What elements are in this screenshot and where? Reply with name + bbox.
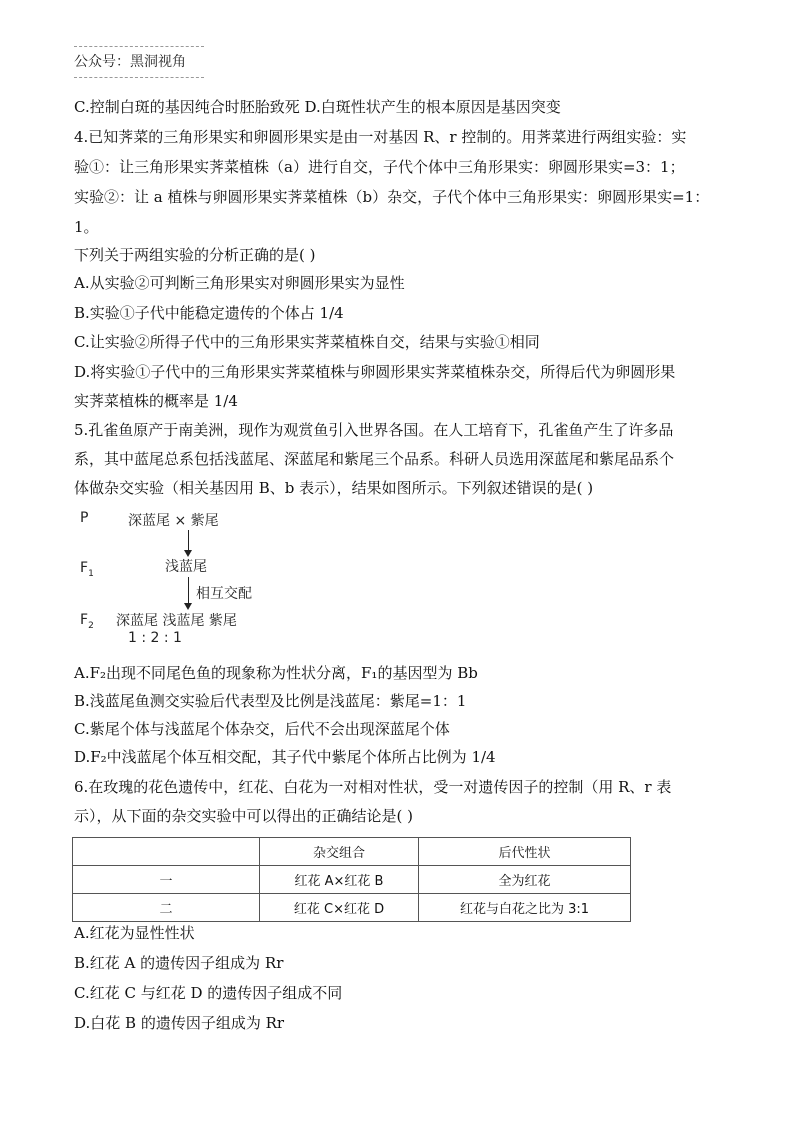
- option-a: A.F₂出现不同尾色鱼的现象称为性状分离，F₁的基因型为 Bb: [74, 664, 478, 682]
- generation-f2-label: $F_2$: [80, 612, 94, 631]
- table-header-cell: [73, 838, 260, 866]
- text-line: 5.孔雀鱼原产于南美洲，现作为观赏鱼引入世界各国。在人工培育下，孔雀鱼产生了许多品: [74, 421, 674, 439]
- text-line: 实验②：让 a 植株与卵圆形果实荠菜植株（b）杂交，子代个体中三角形果实：卵圆形果实=1：: [74, 188, 710, 206]
- generation-p-label: P: [80, 510, 89, 526]
- table-cell: 一: [73, 866, 260, 894]
- table-header-cell: 后代性状: [419, 838, 631, 866]
- cross-table: [72, 837, 631, 922]
- table-row: [73, 866, 631, 894]
- f1-phenotype: 浅蓝尾: [165, 559, 207, 575]
- generation-f1-label: $F_1$: [80, 560, 94, 579]
- text-line: 体做杂交实验（相关基因用 B、b 表示），结果如图所示。下列叙述错误的是( ): [74, 479, 594, 497]
- arrow-head-icon: [184, 603, 192, 610]
- text-line: C.控制白斑的基因纯合时胚胎致死 D.白斑性状产生的根本原因是基因突变: [74, 98, 561, 116]
- text-line: 6.在玫瑰的花色遗传中，红花、白花为一对相对性状，受一对遗传因子的控制（用 R、r 表: [74, 778, 672, 796]
- f1-note: 相互交配: [196, 586, 252, 602]
- table-cell: 红花 C×红花 D: [260, 894, 419, 922]
- f2-ratio: 1 : 2 : 1: [128, 630, 182, 646]
- text-line: 示），从下面的杂交实验中可以得出的正确结论是( ): [74, 807, 413, 825]
- option-a: A.红花为显性性状: [74, 924, 195, 942]
- table-cell: 红花 A×红花 B: [260, 866, 419, 894]
- arrow-line: [188, 530, 189, 552]
- table-cell: 全为红花: [419, 866, 631, 894]
- f2-phenotypes: 深蓝尾 浅蓝尾 紫尾: [116, 613, 237, 629]
- option-a: A.从实验②可判断三角形果实对卵圆形果实为显性: [74, 274, 405, 292]
- arrow-line: [188, 577, 189, 605]
- text-line: 实荠菜植株的概率是 1/4: [74, 392, 238, 410]
- watermark-header: 公众号：黑洞视角: [74, 46, 204, 78]
- table-cell: 二: [73, 894, 260, 922]
- text-line: 1。: [74, 218, 99, 236]
- table-header-row: [73, 838, 631, 866]
- text-line: 验①：让三角形果实荠菜植株（a）进行自交，子代个体中三角形果实：卵圆形果实=3：1；: [74, 158, 685, 176]
- parent-cross: 深蓝尾 × 紫尾: [128, 513, 219, 529]
- table-header-cell: 杂交组合: [260, 838, 419, 866]
- option-b: B.红花 A 的遗传因子组成为 Rr: [74, 954, 284, 972]
- option-c: C.让实验②所得子代中的三角形果实荠菜植株自交，结果与实验①相同: [74, 333, 540, 351]
- option-d: D.F₂中浅蓝尾个体互相交配，其子代中紫尾个体所占比例为 1/4: [74, 748, 496, 766]
- question-prompt: 下列关于两组实验的分析正确的是( ): [74, 246, 316, 264]
- text-line: 系，其中蓝尾总系包括浅蓝尾、深蓝尾和紫尾三个品系。科研人员选用深蓝尾和紫尾品系个: [74, 450, 675, 468]
- option-b: B.实验①子代中能稳定遗传的个体占 1/4: [74, 304, 344, 322]
- option-b: B.浅蓝尾鱼测交实验后代表型及比例是浅蓝尾：紫尾=1：1: [74, 692, 467, 710]
- text-line: 4.已知荠菜的三角形果实和卵圆形果实是由一对基因 R、r 控制的。用荠菜进行两组实验：实: [74, 128, 687, 146]
- option-c: C.紫尾个体与浅蓝尾个体杂交，后代不会出现深蓝尾个体: [74, 720, 450, 738]
- option-d: D.将实验①子代中的三角形果实荠菜植株与卵圆形果实荠菜植株杂交，所得后代为卵圆形果: [74, 363, 676, 381]
- option-d: D.白花 B 的遗传因子组成为 Rr: [74, 1014, 285, 1032]
- option-c: C.红花 C 与红花 D 的遗传因子组成不同: [74, 984, 343, 1002]
- table-row: [73, 894, 631, 922]
- table-cell: 红花与白花之比为 3:1: [419, 894, 631, 922]
